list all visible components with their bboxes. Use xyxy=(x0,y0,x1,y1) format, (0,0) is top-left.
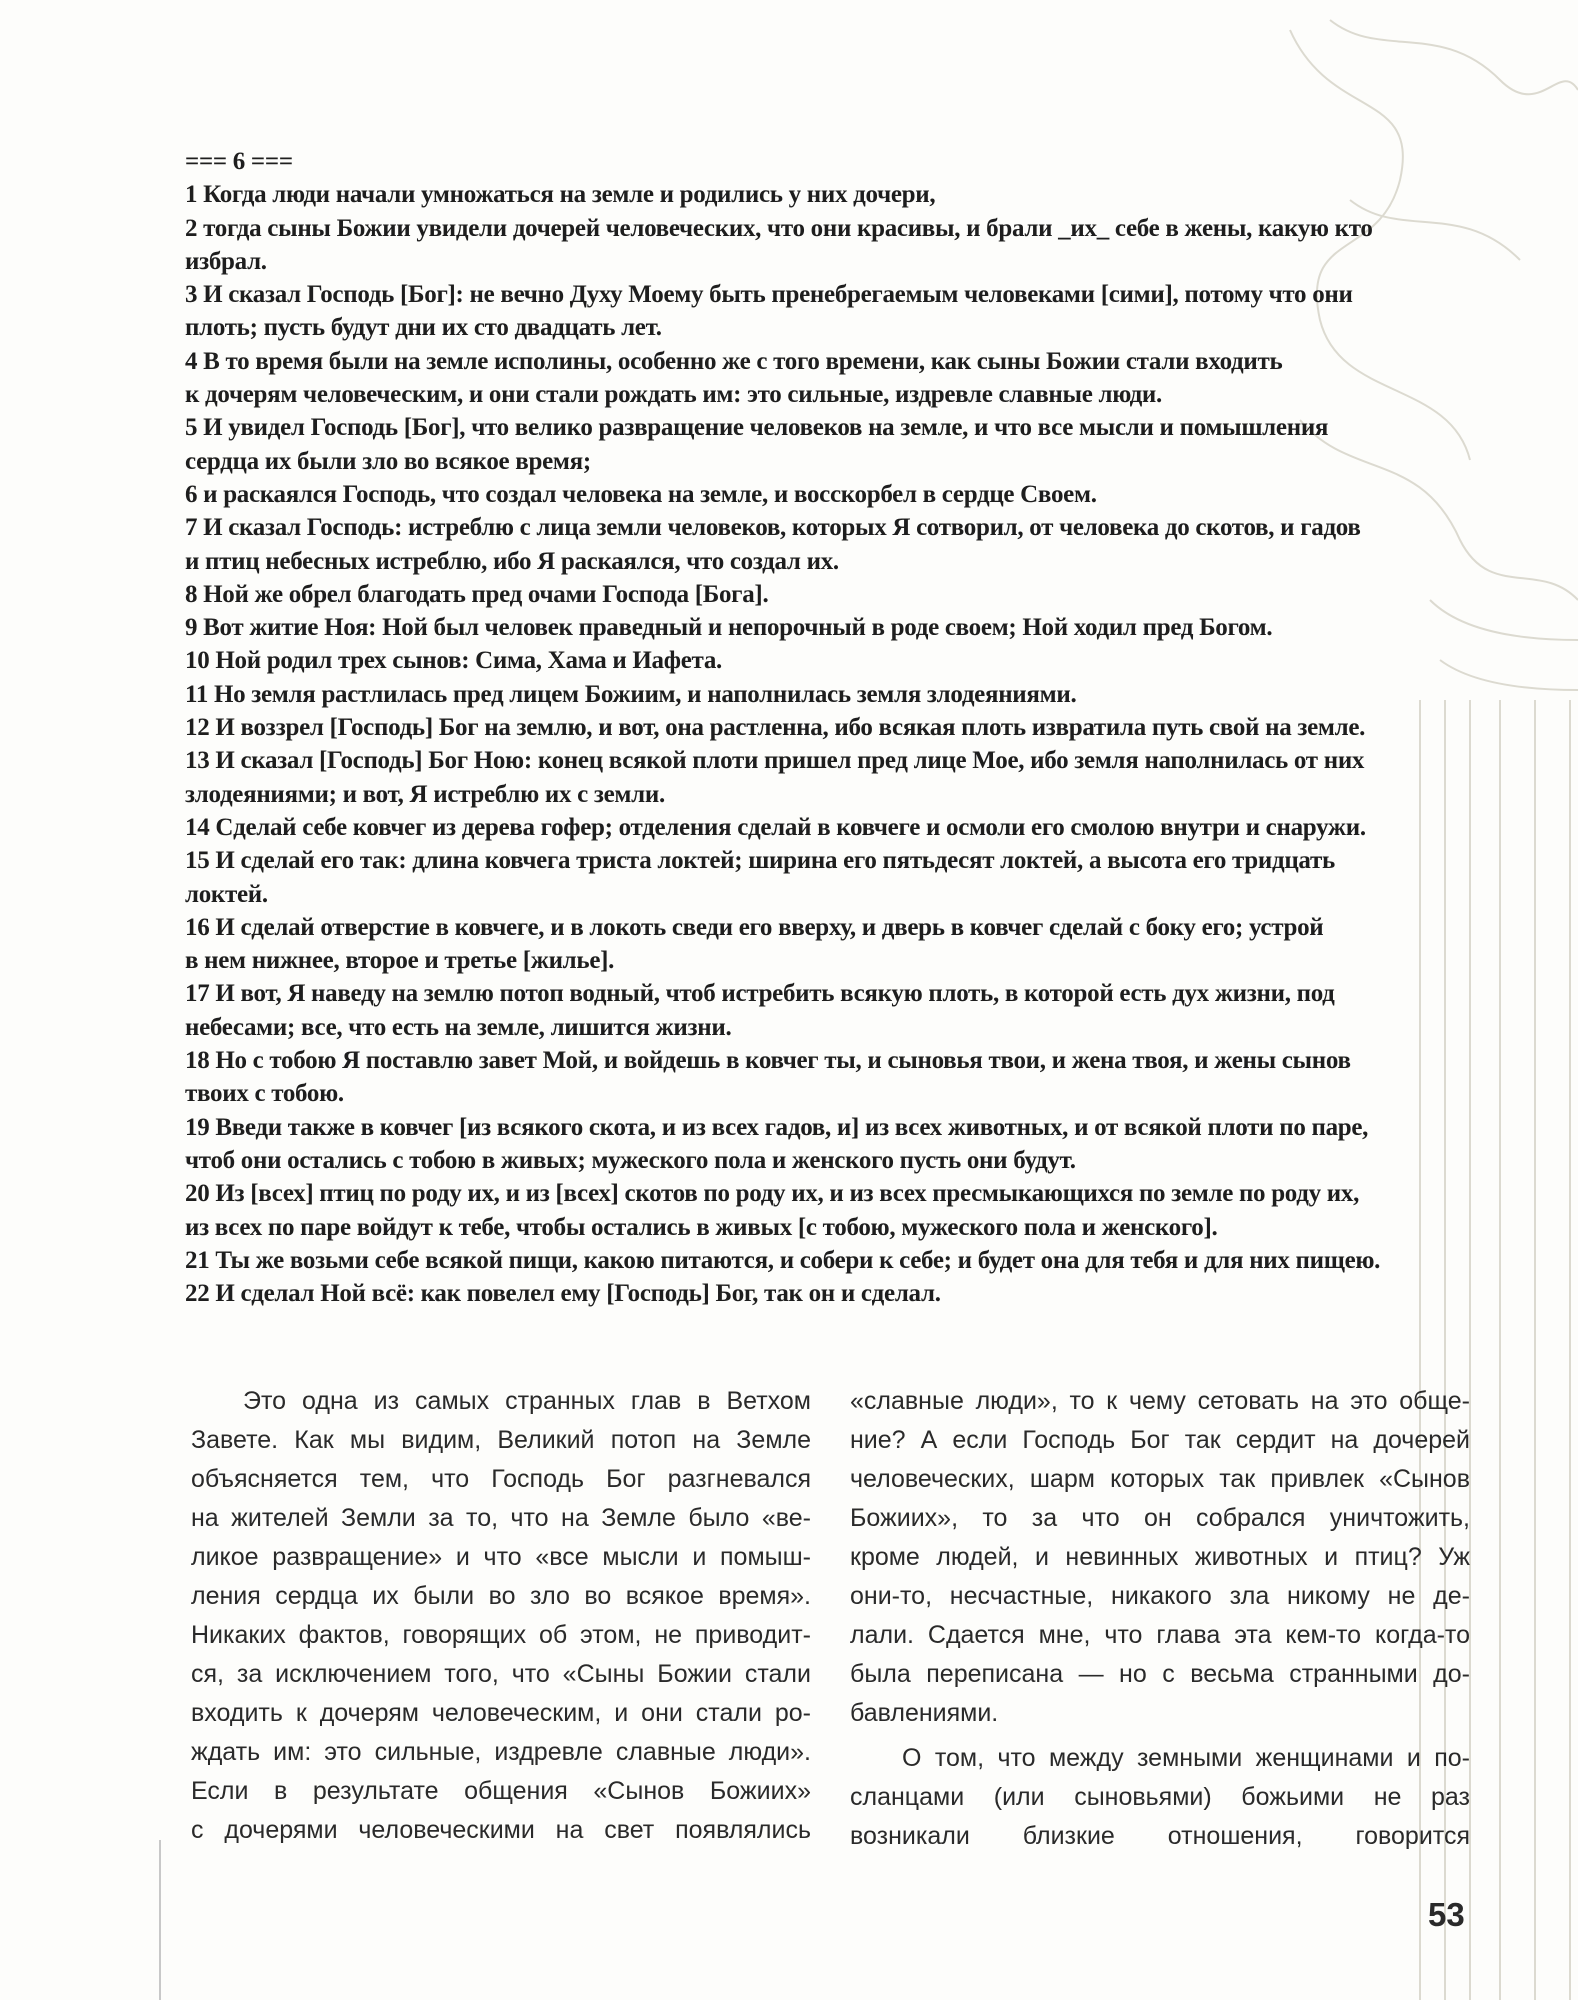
commentary-right-column xyxy=(850,1382,1470,1862)
verse xyxy=(185,911,1475,978)
verse xyxy=(185,278,1475,345)
paragraph-line: «славные люди», то к чему сетовать на это обще- xyxy=(850,1387,1470,1415)
verse-line: твоих с тобою. xyxy=(185,1080,344,1108)
verse xyxy=(185,1044,1475,1111)
scripture-block xyxy=(185,145,1475,1310)
verse-line: 3 И сказал Господь [Бог]: не вечно Духу Моему быть пренебрегаемым человеками [сими], потому что они xyxy=(185,281,1353,309)
paragraph-line: ждать им: это сильные, издревле славные люди». xyxy=(191,1738,811,1766)
verse-line: избрал. xyxy=(185,247,267,275)
paragraph xyxy=(850,1382,1470,1733)
paragraph-line: Никаких фактов, говорящих об этом, не приводит- xyxy=(191,1621,811,1649)
paragraph-line: объясняется тем, что Господь Бог разгневался xyxy=(191,1465,811,1493)
paragraph-line: ние? А если Господь Бог так сердит на дочерей xyxy=(850,1426,1470,1454)
paragraph-line: с дочерями человеческими на свет появлялись xyxy=(191,1816,811,1844)
verse-line: злодеяниями; и вот, Я истреблю их с земли. xyxy=(185,780,665,808)
verse xyxy=(185,1177,1475,1244)
verse-line: 19 Введи также в ковчег [из всякого скота, и из всех гадов, и] из всех животных, и от всякой плоти по паре, xyxy=(185,1113,1369,1141)
verse-line: 2 тогда сыны Божии увидели дочерей человеческих, что они красивы, и брали _их_ себе в жены, какую кто xyxy=(185,214,1373,242)
verse-line: 9 Вот житие Ноя: Ной был человек праведный и непорочный в роде своем; Ной ходил пред Богом. xyxy=(185,614,1273,642)
verse xyxy=(185,678,1475,711)
paragraph-line: Божиих», то за что он собрался уничтожить, xyxy=(850,1504,1470,1532)
verse xyxy=(185,1277,1475,1310)
paragraph xyxy=(191,1382,811,1850)
verse-line: 21 Ты же возьми себе всякой пищи, какою питаются, и собери к себе; и будет она для тебя и для них пищею. xyxy=(185,1246,1381,1274)
verse-line: в нем нижнее, второе и третье [жилье]. xyxy=(185,947,615,975)
paragraph-line: Это одна из самых странных глав в Ветхом xyxy=(243,1387,811,1415)
verse xyxy=(185,511,1475,578)
verse-line: 5 И увидел Господь [Бог], что велико развращение человеков на земле, и что все мысли и помышления xyxy=(185,414,1329,442)
verse xyxy=(185,478,1475,511)
verse xyxy=(185,844,1475,911)
verse xyxy=(185,611,1475,644)
verse-line: 6 и раскаялся Господь, что создал человека на земле, и восскорбел в сердце Своем. xyxy=(185,480,1097,508)
verse-line: 1 Когда люди начали умножаться на земле и родились у них дочери, xyxy=(185,181,936,209)
verse-line: и птиц небесных истреблю, ибо Я раскаялся, что создал их. xyxy=(185,547,839,575)
paragraph-line: ликое развращение» и что «все мысли и помыш- xyxy=(191,1543,811,1571)
page-number: 53 xyxy=(1428,1896,1465,1933)
verse xyxy=(185,977,1475,1044)
commentary-left-column xyxy=(191,1382,811,1856)
paragraph-line: возникали близкие отношения, говорится xyxy=(850,1822,1470,1850)
paragraph-line: Если в результате общения «Сынов Божиих» xyxy=(191,1777,811,1805)
paragraph-line: входить к дочерям человеческим, и они стали ро- xyxy=(191,1699,811,1727)
paragraph-line: была переписана — но с весьма странными до- xyxy=(850,1660,1470,1688)
verse-line: 17 И вот, Я наведу на землю потоп водный, чтоб истребить всякую плоть, в которой есть дух жизни, под xyxy=(185,980,1335,1008)
paragraph-line: бавлениями. xyxy=(850,1699,999,1727)
verse-line: 11 Но земля растлилась пред лицем Божиим, и наполнилась земля злодеяниями. xyxy=(185,680,1077,708)
paragraph xyxy=(850,1739,1470,1856)
verse-line: 15 И сделай его так: длина ковчега триста локтей; ширина его пятьдесят локтей, а высота его тридцать xyxy=(185,847,1335,875)
verse-line: из всех по паре войдут к тебе, чтобы остались в живых [с тобою, мужеского пола и женского]. xyxy=(185,1213,1218,1241)
paragraph-line: О том, что между земными женщинами и по- xyxy=(902,1744,1470,1772)
verse-line: локтей. xyxy=(185,880,268,908)
verse-line: небесами; все, что есть на земле, лишится жизни. xyxy=(185,1013,732,1041)
paragraph-line: на жителей Земли за то, что на Земле было «ве- xyxy=(191,1504,811,1532)
paragraph-line: лали. Сдается мне, что глава эта кем-то когда-то xyxy=(850,1621,1470,1649)
paragraph-line: ся, за исключением того, что «Сыны Божии стали xyxy=(191,1660,811,1688)
paragraph-line: сланцами (или сыновьями) божьими не раз xyxy=(850,1783,1470,1811)
verse xyxy=(185,811,1475,844)
verse xyxy=(185,644,1475,677)
verse-line: 12 И воззрел [Господь] Бог на землю, и вот, она растленна, ибо всякая плоть извратила путь свой на земле. xyxy=(185,714,1366,742)
chapter-heading: === 6 === xyxy=(185,148,293,175)
verse-line: 4 В то время были на земле исполины, особенно же с того времени, как сыны Божии стали входить xyxy=(185,347,1283,375)
paragraph-line: кроме людей, и невинных животных и птиц? Уж xyxy=(850,1543,1470,1571)
verse-line: к дочерям человеческим, и они стали рождать им: это сильные, издревле славные люди. xyxy=(185,381,1162,409)
verse-line: 16 И сделай отверстие в ковчеге, и в локоть сведи его вверху, и дверь в ковчег сделай с боку его; устрой xyxy=(185,913,1324,941)
verse-line: 20 Из [всех] птиц по роду их, и из [всех] скотов по роду их, и из всех пресмыкающихся по земле по роду их, xyxy=(185,1180,1360,1208)
verse-line: 8 Ной же обрел благодать пред очами Господа [Бога]. xyxy=(185,580,769,608)
verse xyxy=(185,345,1475,412)
paragraph-line: Завете. Как мы видим, Великий потоп на Земле xyxy=(191,1426,811,1454)
verse-line: 13 И сказал [Господь] Бог Ною: конец всякой плоти пришел пред лице Мое, ибо земля наполнилась от них xyxy=(185,747,1365,775)
paragraph-line: ления сердца их были во зло во всякое время». xyxy=(191,1582,811,1610)
verse-line: 10 Ной родил трех сынов: Сима, Хама и Иафета. xyxy=(185,647,722,675)
verse xyxy=(185,1244,1475,1277)
verse-list xyxy=(185,178,1475,1310)
capital-leaf xyxy=(1330,20,1578,94)
paragraph-line: они-то, несчастные, никакого зла никому не де- xyxy=(850,1582,1470,1610)
verse-line: 22 И сделал Ной всё: как повелел ему [Господь] Бог, так он и сделал. xyxy=(185,1280,941,1308)
verse-line: 18 Но с тобою Я поставлю завет Мой, и войдешь в ковчег ты, и сыновья твои, и жена твоя, и жены сынов xyxy=(185,1047,1351,1075)
verse-line: чтоб они остались с тобою в живых; мужеского пола и женского пусть они будут. xyxy=(185,1146,1076,1174)
verse-line: 7 И сказал Господь: истреблю с лица земли человеков, которых Я сотворил, от человека до скотов, и гадов xyxy=(185,514,1361,542)
verse xyxy=(185,711,1475,744)
verse xyxy=(185,1111,1475,1178)
verse xyxy=(185,212,1475,279)
verse-line: сердца их были зло во всякое время; xyxy=(185,447,591,475)
verse-line: 14 Сделай себе ковчег из дерева гофер; отделения сделай в ковчеге и осмоли его смолою внутри и снаружи. xyxy=(185,813,1366,841)
verse xyxy=(185,178,1475,211)
verse xyxy=(185,411,1475,478)
verse xyxy=(185,578,1475,611)
verse-line: плоть; пусть будут дни их сто двадцать лет. xyxy=(185,314,662,342)
verse xyxy=(185,744,1475,811)
paragraph-line: человеческих, шарм которых так привлек «Сынов xyxy=(850,1465,1470,1493)
